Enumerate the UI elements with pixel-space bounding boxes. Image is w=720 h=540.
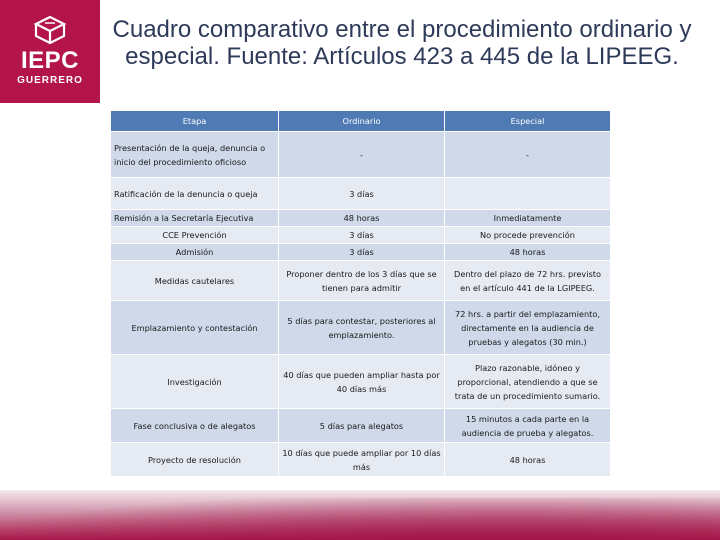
cell-ordinario: 10 días que puede ampliar por 10 días más [279, 443, 445, 477]
cell-especial: Plazo razonable, idóneo y proporcional, atendiendo a que se trata de un procedimiento sumario. [445, 355, 611, 409]
cell-especial: - [445, 132, 611, 178]
ballot-box-icon [30, 14, 70, 44]
header-ordinario: Ordinario [279, 111, 445, 132]
cell-etapa: CCE Prevención [111, 227, 279, 244]
table-row [111, 210, 611, 227]
comparison-table [110, 110, 611, 477]
cell-especial: 15 minutos a cada parte en la audiencia de prueba y alegatos. [445, 409, 611, 443]
cell-ordinario: 48 horas [279, 210, 445, 227]
cell-etapa: Emplazamiento y contestación [111, 301, 279, 355]
cell-ordinario: 5 días para contestar, posteriores al emplazamiento. [279, 301, 445, 355]
table-row [111, 261, 611, 301]
cell-etapa: Admisión [111, 244, 279, 261]
cell-etapa: Presentación de la queja, denuncia o inicio del procedimiento oficioso [111, 132, 279, 178]
cell-ordinario: 5 días para alegatos [279, 409, 445, 443]
table-row [111, 178, 611, 210]
cell-etapa: Medidas cautelares [111, 261, 279, 301]
cell-especial: Inmediatamente [445, 210, 611, 227]
header-etapa: Etapa [111, 111, 279, 132]
table-row [111, 132, 611, 178]
cell-etapa: Fase conclusiva o de alegatos [111, 409, 279, 443]
cell-etapa: Ratificación de la denuncia o queja [111, 178, 279, 210]
cell-ordinario: 3 días [279, 178, 445, 210]
cell-especial: No procede prevención [445, 227, 611, 244]
cell-etapa: Remisión a la Secretaría Ejecutiva [111, 210, 279, 227]
table-row [111, 443, 611, 477]
logo-state: GUERRERO [17, 75, 83, 86]
table-row [111, 301, 611, 355]
cell-especial: 72 hrs. a partir del emplazamiento, directamente en la audiencia de pruebas y alegatos (30 min.) [445, 301, 611, 355]
footer-decoration [0, 490, 720, 540]
cell-etapa: Proyecto de resolución [111, 443, 279, 477]
cell-ordinario: Proponer dentro de los 3 días que se tienen para admitir [279, 261, 445, 301]
table-row [111, 244, 611, 261]
cell-ordinario: 40 días que pueden ampliar hasta por 40 días más [279, 355, 445, 409]
cell-especial: 48 horas [445, 443, 611, 477]
cell-especial: 48 horas [445, 244, 611, 261]
iepc-logo [0, 0, 100, 103]
cell-especial: Dentro del plazo de 72 hrs. previsto en el artículo 441 de la LGIPEEG. [445, 261, 611, 301]
logo-name: IEPC [20, 47, 79, 74]
page-title: Cuadro comparativo entre el procedimiento ordinario y especial. Fuente: Artículos 423 a 445 de la LIPEEG. [112, 16, 692, 70]
cell-especial [445, 178, 611, 210]
header-especial: Especial [445, 111, 611, 132]
table-row [111, 355, 611, 409]
table-row [111, 409, 611, 443]
cell-ordinario: 3 días [279, 227, 445, 244]
table-row [111, 227, 611, 244]
cell-ordinario: 3 días [279, 244, 445, 261]
table-header-row [111, 111, 611, 132]
cell-etapa: Investigación [111, 355, 279, 409]
cell-ordinario: - [279, 132, 445, 178]
